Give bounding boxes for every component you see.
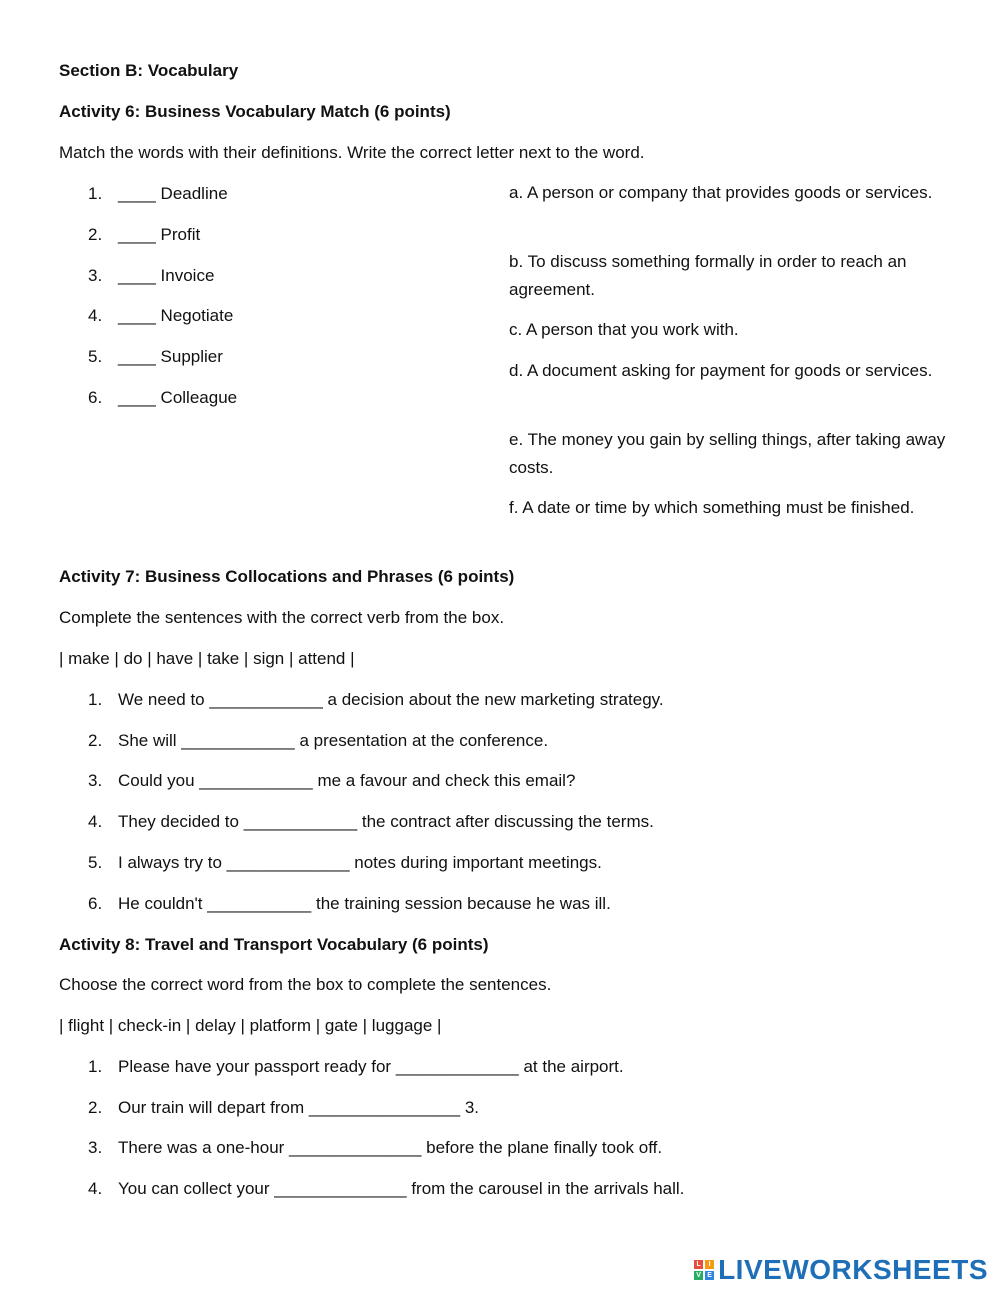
section-title: Section B: Vocabulary	[59, 61, 239, 80]
definition-a: a. A person or company that provides goods or services.	[509, 183, 933, 202]
item-number: 4.	[88, 1179, 103, 1198]
fill-sentence[interactable]: I always try to _____________ notes during important meetings.	[118, 853, 602, 872]
item-number: 6.	[88, 388, 103, 407]
definition-c: c. A person that you work with.	[509, 320, 739, 339]
item-number: 5.	[88, 347, 103, 366]
item-number: 5.	[88, 853, 103, 872]
fill-sentence[interactable]: You can collect your ______________ from the carousel in the arrivals hall.	[118, 1179, 685, 1198]
match-word[interactable]: ____ Negotiate	[118, 306, 234, 325]
item-number: 2.	[88, 225, 103, 244]
activity8-title: Activity 8: Travel and Transport Vocabulary (6 points)	[59, 935, 489, 954]
match-word[interactable]: ____ Deadline	[118, 184, 228, 203]
fill-sentence[interactable]: They decided to ____________ the contract after discussing the terms.	[118, 812, 654, 831]
match-word[interactable]: ____ Supplier	[118, 347, 223, 366]
fill-sentence[interactable]: There was a one-hour ______________ before the plane finally took off.	[118, 1138, 663, 1157]
item-number: 1.	[88, 690, 103, 709]
item-number: 2.	[88, 731, 103, 750]
activity6-title: Activity 6: Business Vocabulary Match (6 points)	[59, 102, 451, 121]
match-word[interactable]: ____ Colleague	[118, 388, 238, 407]
activity7-word-box: | make | do | have | take | sign | attend |	[59, 649, 355, 668]
logo-block: L	[694, 1260, 703, 1269]
item-number: 4.	[88, 306, 103, 325]
logo-block: E	[705, 1271, 714, 1280]
definition-b: b. To discuss something formally in order to reach an agreement.	[509, 252, 907, 299]
activity7-instructions: Complete the sentences with the correct verb from the box.	[59, 608, 505, 627]
item-number: 6.	[88, 894, 103, 913]
fill-sentence[interactable]: Please have your passport ready for _____________ at the airport.	[118, 1057, 624, 1076]
activity6-instructions: Match the words with their definitions. Write the correct letter next to the word.	[59, 143, 645, 162]
logo-text: LIVEWORKSHEETS	[718, 1254, 988, 1285]
item-number: 4.	[88, 812, 103, 831]
activity7-title: Activity 7: Business Collocations and Phrases (6 points)	[59, 567, 515, 586]
match-word[interactable]: ____ Invoice	[118, 266, 215, 285]
fill-sentence[interactable]: Could you ____________ me a favour and check this email?	[118, 771, 576, 790]
fill-sentence[interactable]: He couldn't ___________ the training session because he was ill.	[118, 894, 611, 913]
item-number: 3.	[88, 1138, 103, 1157]
logo-block: V	[694, 1271, 703, 1280]
activity8-instructions: Choose the correct word from the box to complete the sentences.	[59, 975, 552, 994]
definition-f: f. A date or time by which something must be finished.	[509, 498, 915, 517]
item-number: 3.	[88, 771, 103, 790]
liveworksheets-logo[interactable]	[694, 1253, 988, 1287]
item-number: 1.	[88, 1057, 103, 1076]
fill-sentence[interactable]: She will ____________ a presentation at the conference.	[118, 731, 549, 750]
fill-sentence[interactable]: We need to ____________ a decision about the new marketing strategy.	[118, 690, 664, 709]
activity8-word-box: | flight | check-in | delay | platform | gate | luggage |	[59, 1016, 442, 1035]
definition-e: e. The money you gain by selling things, after taking away costs.	[509, 430, 946, 477]
item-number: 2.	[88, 1098, 103, 1117]
logo-block: I	[705, 1260, 714, 1269]
fill-sentence[interactable]: Our train will depart from ________________ 3.	[118, 1098, 480, 1117]
logo-blocks-icon	[694, 1260, 714, 1280]
item-number: 3.	[88, 266, 103, 285]
match-word[interactable]: ____ Profit	[118, 225, 201, 244]
definition-d: d. A document asking for payment for goods or services.	[509, 361, 933, 380]
item-number: 1.	[88, 184, 103, 203]
